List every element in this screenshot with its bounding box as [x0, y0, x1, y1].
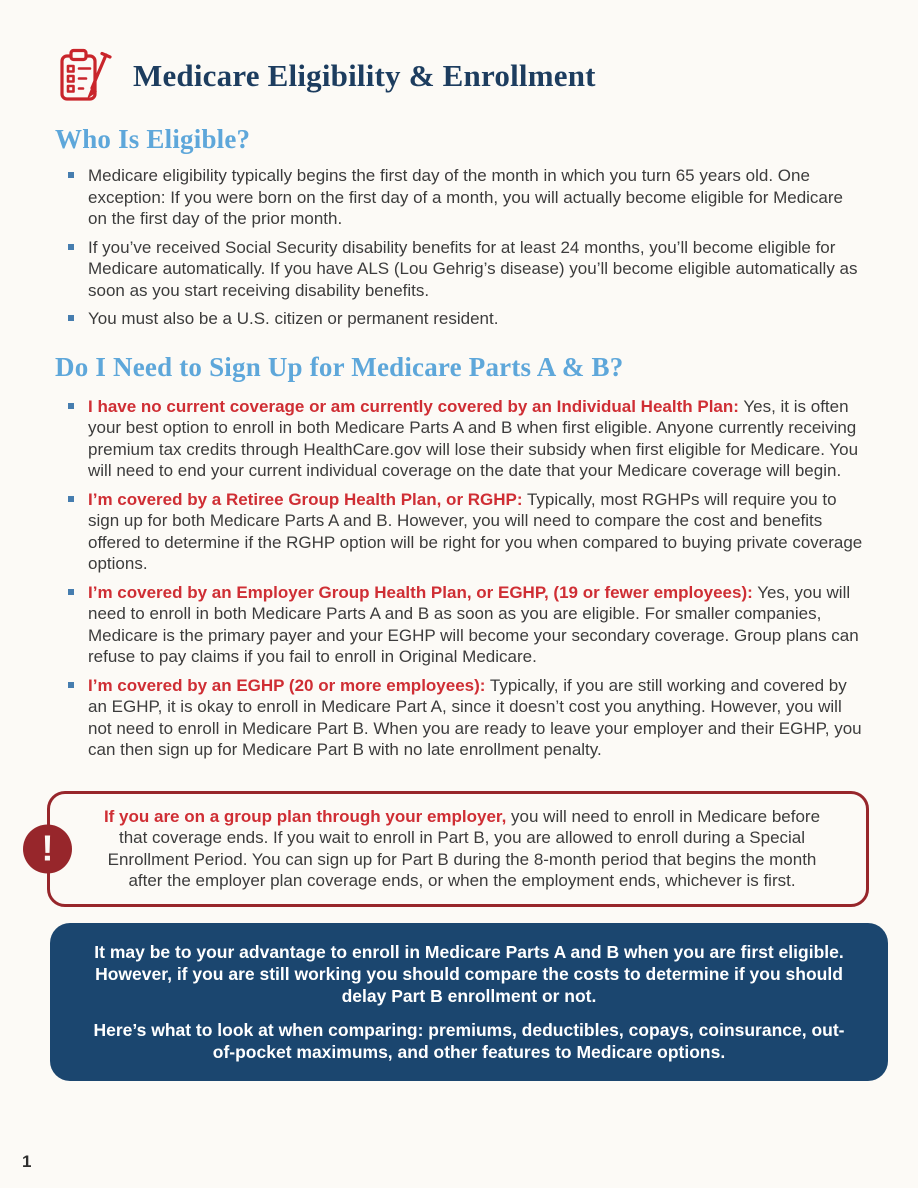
bullet-icon: [68, 315, 74, 321]
bullet-icon: [68, 682, 74, 688]
info-paragraph: Here’s what to look at when comparing: premiums, deductibles, copays, coinsurance, out-of-pocket maximums, and other features to Medicare options.: [93, 1019, 845, 1062]
list-item-text: Medicare eligibility typically begins the first day of the month in which you turn 65 years old. One exception: If you were born on the first day of a month, you will actually become eligible for Medicare on the first day of the prior month.: [88, 166, 843, 228]
list-item-text: Typically, if you are still working and covered by an EGHP, it is okay to enroll in Medicare Part A, since it doesn’t cost you anything. However, you will not need to enroll in Medicare Part B. When you are ready to leave your employer and their EGHP, you can then sign up for Medicare Part B with no late enrollment penalty.: [88, 675, 862, 759]
bullet-icon: [68, 172, 74, 178]
section-sign-up-parts-ab: [55, 352, 880, 761]
page-title: Medicare Eligibility & Enrollment: [133, 58, 596, 93]
info-callout: [50, 923, 888, 1081]
list-item: [55, 675, 865, 761]
list-item-text: If you’ve received Social Security disability benefits for at least 24 months, you’ll become eligible for Medicare automatically. If you have ALS (Lou Gehrig’s disease) you’ll become eligible automatically as soon as you start receiving disability benefits.: [88, 237, 858, 300]
list-item-text: Typically, most RGHPs will require you to sign up for both Medicare Parts A and B. However, you will need to compare the cost and benefits offered to determine if the RGHP option will be right for you when compared to buying private coverage options.: [88, 489, 863, 573]
bullet-icon: [68, 589, 74, 595]
warning-text: [96, 806, 828, 892]
warning-callout: [41, 791, 869, 907]
document-header: [55, 46, 880, 106]
exclamation-icon: !: [23, 824, 72, 873]
section-who-is-eligible: [55, 124, 880, 330]
list-item: [55, 396, 865, 482]
bullet-icon: [68, 496, 74, 502]
list-item-text: Yes, it is often your best option to enroll in both Medicare Parts A and B when first eligible. Anyone currently receiving premium tax credits through HealthCare.gov will lose their subsidy when first eligible for Medicare. You will need to end your current individual coverage on the date that your Medicare coverage will begin.: [88, 396, 859, 480]
eligibility-list: [55, 165, 880, 330]
list-item-lead: I’m covered by an Employer Group Health Plan, or EGHP, (19 or fewer employees):: [88, 582, 753, 602]
section-heading-eligibility: Who Is Eligible?: [55, 124, 251, 154]
list-item: [55, 582, 865, 668]
list-item: [55, 237, 865, 302]
page-number: 1: [22, 1152, 32, 1171]
warning-body: you will need to enroll in Medicare before that coverage ends. If you wait to enroll in Part B, you are allowed to enroll during a Special Enrollment Period. You can sign up for Part B during the 8-month period that begins the month after the employer plan coverage ends, or when the employment ends, whichever is first.: [107, 806, 821, 890]
sign-up-list: [55, 396, 880, 761]
list-item-text: Yes, you will need to enroll in both Medicare Parts A and B as soon as you are eligible. For smaller companies, Medicare is the primary payer and your EGHP will become your secondary coverage. Group plans can refuse to pay claims if you fail to enroll in Original Medicare.: [88, 582, 859, 666]
list-item-text: You must also be a U.S. citizen or permanent resident.: [88, 309, 499, 328]
list-item-lead: I’m covered by a Retiree Group Health Plan, or RGHP:: [88, 489, 523, 509]
list-item-lead: I’m covered by an EGHP (20 or more employees):: [88, 675, 486, 695]
section-heading-sign-up: Do I Need to Sign Up for Medicare Parts A & B?: [55, 351, 624, 382]
clipboard-pencil-icon: [55, 46, 115, 106]
list-item-lead: I have no current coverage or am currently covered by an Individual Health Plan:: [88, 396, 739, 416]
info-paragraph: It may be to your advantage to enroll in Medicare Parts A and B when you are first eligible. However, if you are still working you should compare the costs to determine if you should delay Part B enrollment or not.: [94, 941, 844, 1006]
bullet-icon: [68, 244, 74, 250]
bullet-icon: [68, 403, 74, 409]
warning-lead: If you are on a group plan through your employer,: [103, 806, 507, 826]
list-item: [55, 165, 865, 230]
list-item: [55, 308, 865, 330]
list-item: [55, 489, 865, 575]
